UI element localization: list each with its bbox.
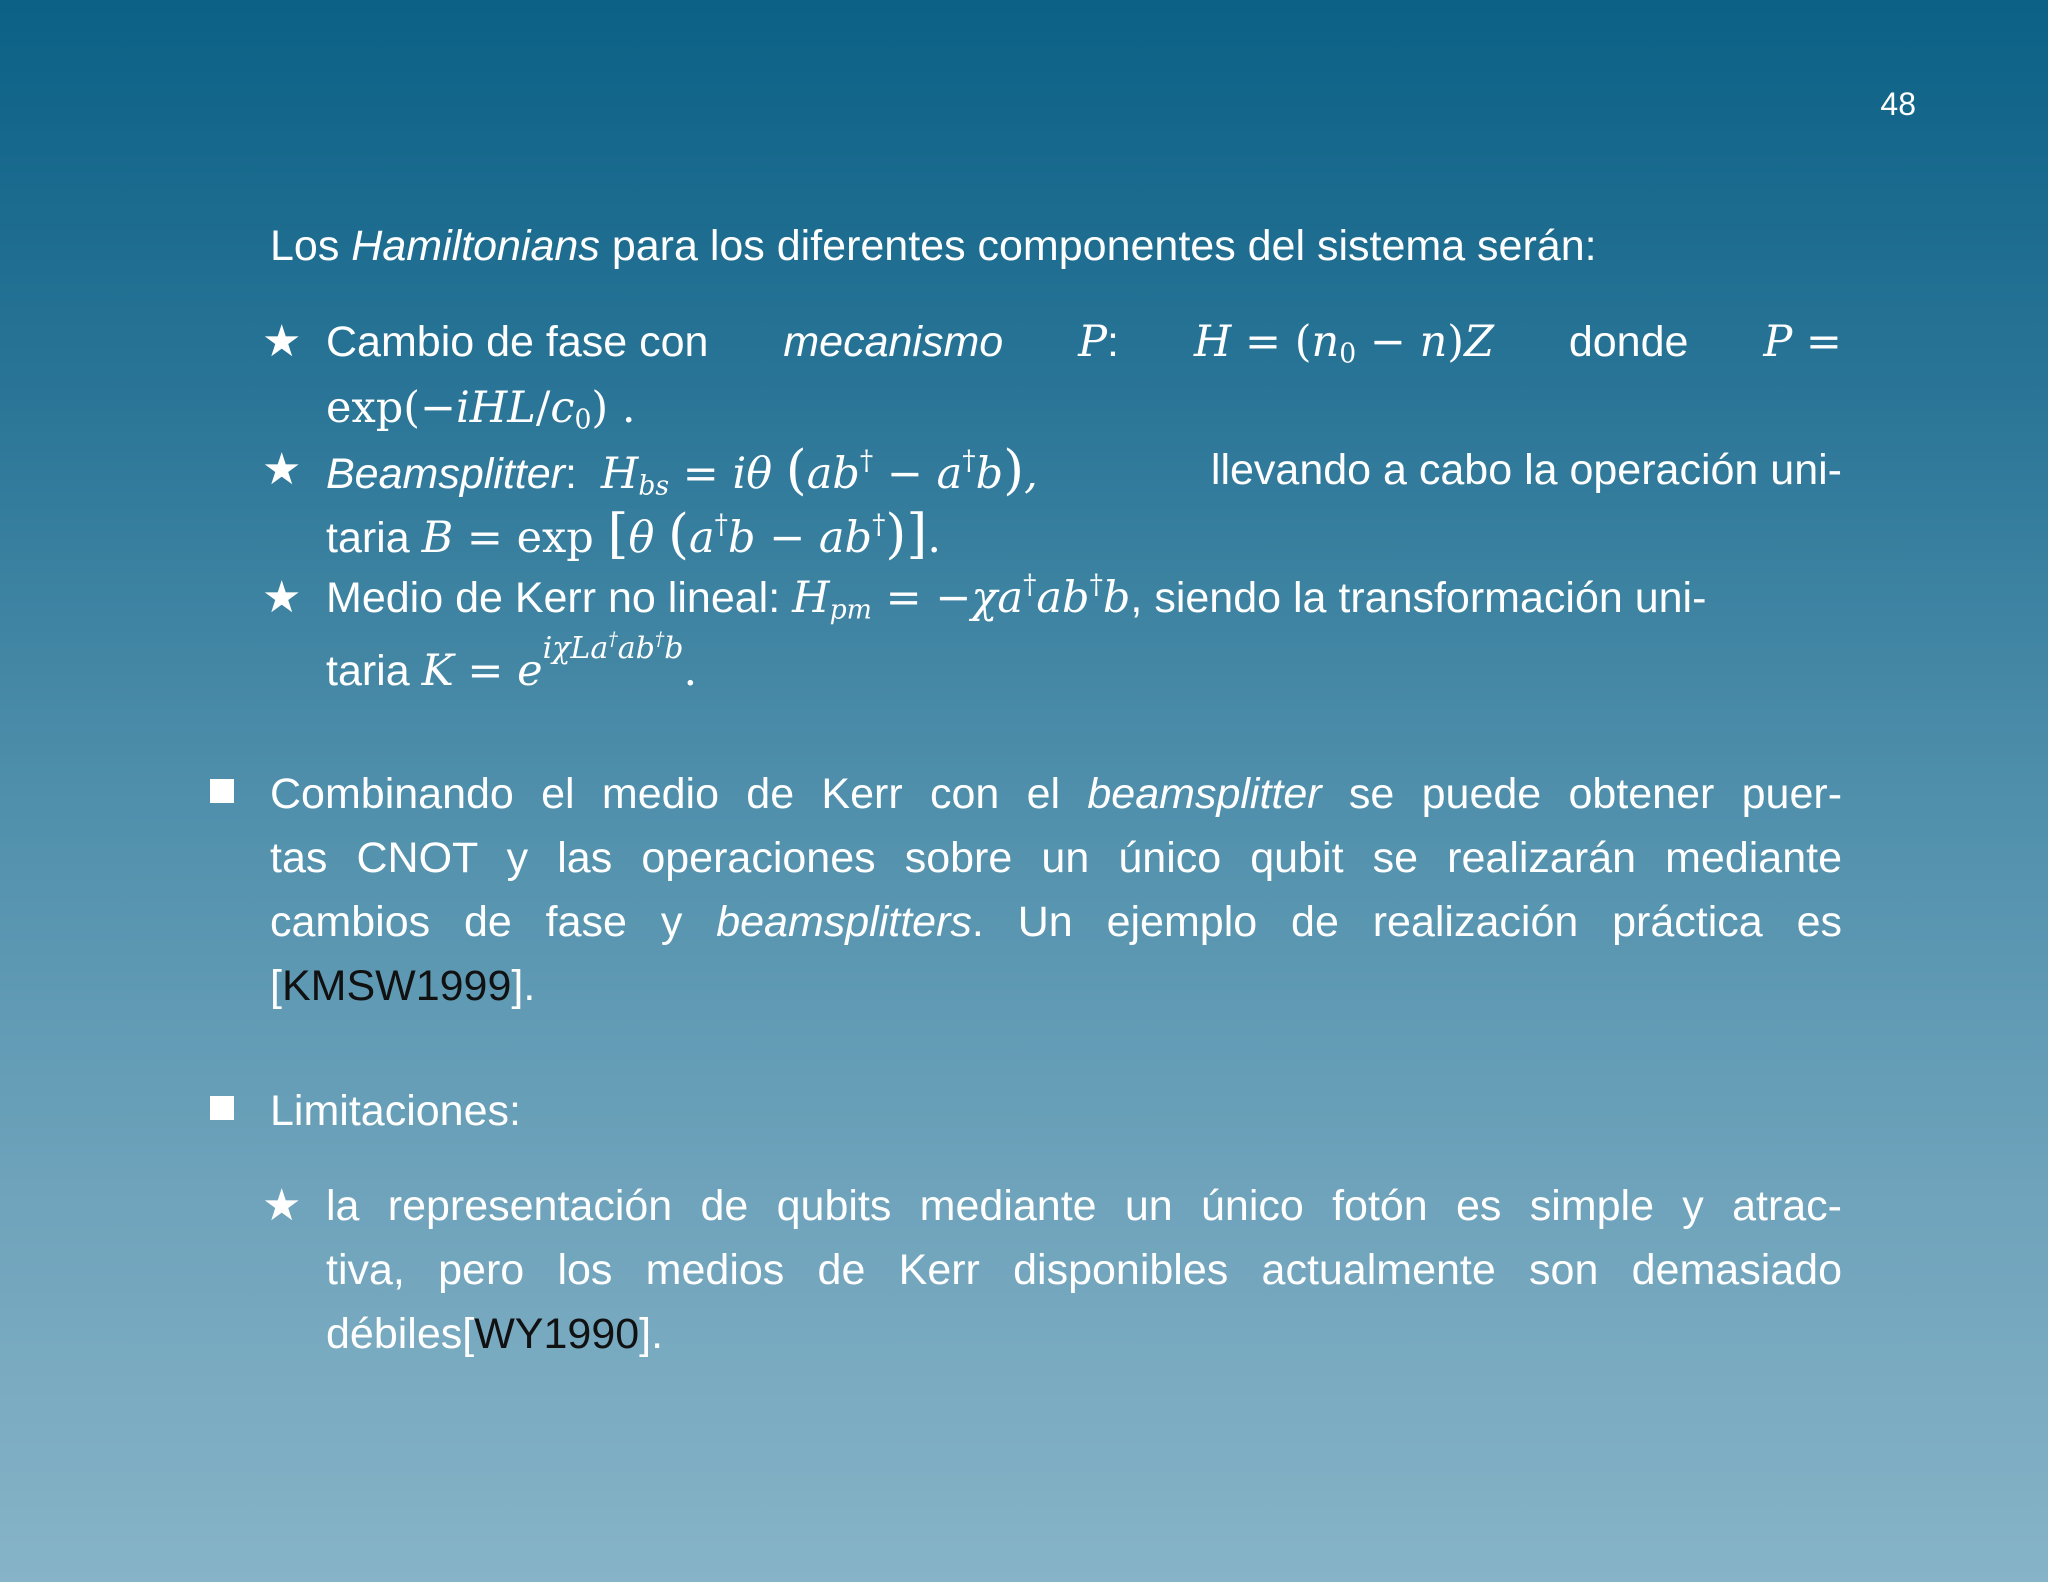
star-icon: ★ [262,444,302,495]
intro-prefix: Los [270,222,340,270]
limitaciones-line-2: tiva, pero los medios de Kerr disponibles actualmente son demasiado [326,1246,1842,1294]
star-icon: ★ [262,316,302,367]
phase-shift-operator: $\exp(-iHL/c_0)$ . [326,383,636,436]
beamsplitter-label: Beamsplitter [326,450,565,498]
square-bullet-icon [210,1096,234,1120]
phase-shift-connector: donde [1568,318,1689,366]
phase-shift-label: Cambio de fase con [326,318,709,366]
beamsplitter-line: Beamsplitter: $H_{bs} = i\theta$ (ab† − a†b), [326,438,1038,502]
phase-shift-hamiltonian: $H = (n_0 - n)Z$ [1193,317,1494,370]
combinando-line-3: cambios de fase y beamsplitters. Un ejemplo de realización práctica es [270,898,1842,946]
limitaciones-line-3: débiles[WY1990]. [326,1310,664,1358]
combinando-line-1: Combinando el medio de Kerr con el beamsplitter se puede obtener puer- [270,770,1843,818]
page-number: 48 [1880,86,1916,122]
beamsplitter-text-cont: taria [326,514,410,562]
beamsplitter-operator: taria B = exp [θ (a†b − ab†)]. [326,502,942,565]
square-bullet-icon [210,779,234,803]
combinando-line-4: [KMSW1999]. [270,962,536,1010]
limitaciones-label: Limitaciones: [270,1087,521,1135]
kerr-operator: taria $K = e^{i\chi La^\dagger ab^\dagger b}$. [326,629,698,697]
kerr-line [326,570,1706,626]
phase-shift-mech: P: [1078,317,1119,367]
beamsplitter-hamiltonian: $H_{bs} = i\theta$ (ab† − a†b), [600,438,1038,502]
beamsplitter-text: llevando a cabo la operación uni- [1210,446,1842,494]
star-icon: ★ [262,572,302,623]
intro-suffix: para los diferentes componentes del sistema serán: [611,222,1597,270]
limitaciones-line-1: la representación de qubits mediante un único fotón es simple y atrac- [326,1182,1842,1230]
kerr-text-cont: taria [326,647,410,696]
phase-shift-operator-head: P = [1763,317,1842,367]
intro-line [270,218,1597,274]
kerr-hamiltonian: $H_{pm} = -\chi a^\dagger ab^\dagger b$ [792,569,1131,626]
phase-shift-line [326,314,1842,370]
star-icon: ★ [262,1180,302,1231]
intro-emph: Hamiltonians [351,222,600,270]
citation-link[interactable]: KMSW1999 [281,962,512,1010]
kerr-text: , siendo la transformación uni- [1130,574,1707,622]
phase-shift-emph: mecanismo [783,318,1004,366]
kerr-label: Medio de Kerr no lineal: [326,574,781,622]
citation-link[interactable]: WY1990 [474,1310,640,1358]
combinando-line-2: tas CNOT y las operaciones sobre un único qubit se realizarán mediante [270,834,1842,882]
